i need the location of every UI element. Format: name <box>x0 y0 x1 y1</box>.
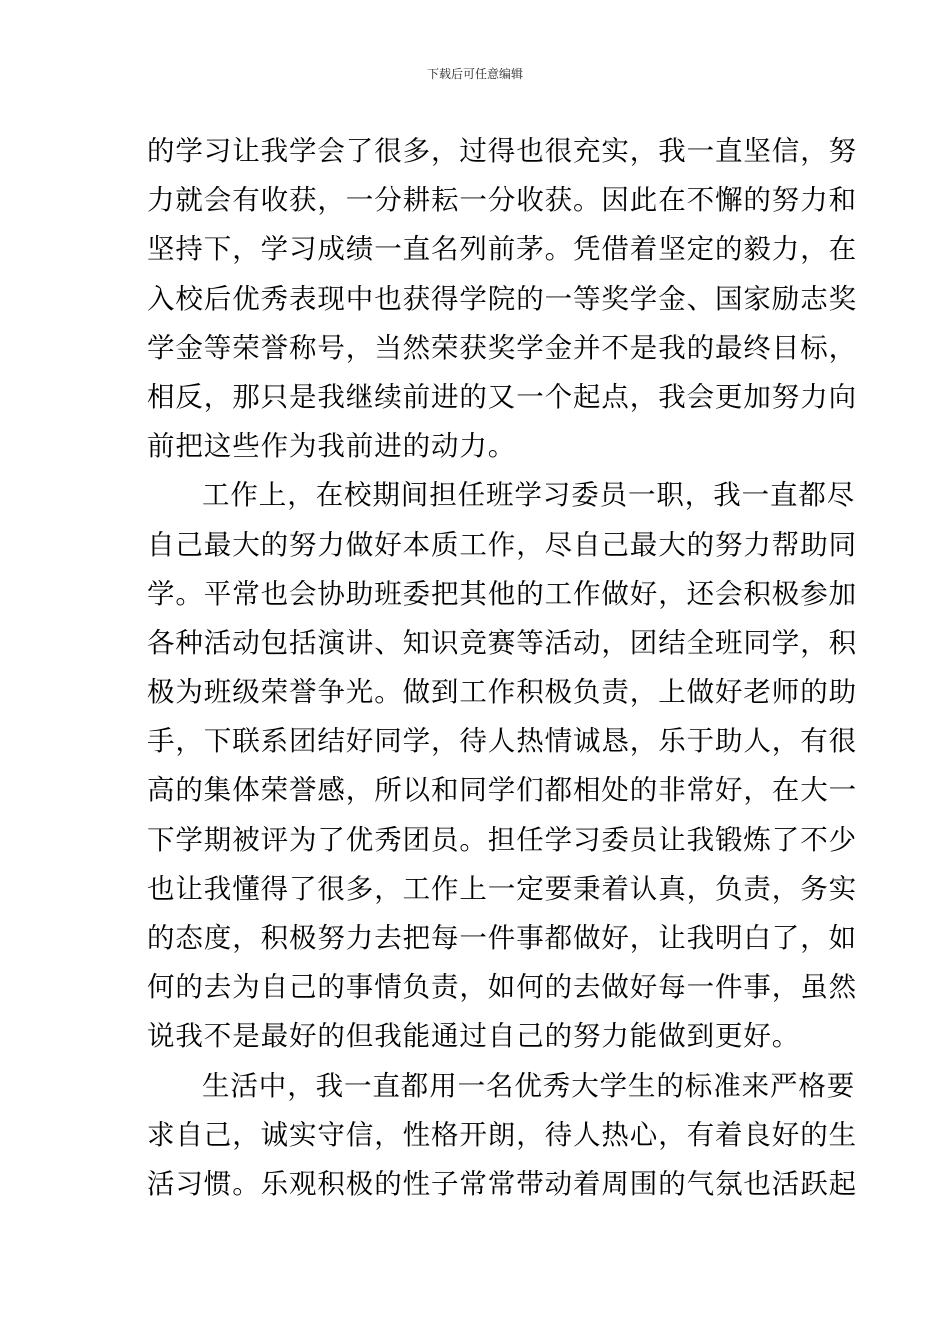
text-line: 入校后优秀表现中也获得学院的一等奖学金、国家励志奖 <box>147 282 857 315</box>
text-line: 手，下联系团结好同学，待人热情诚恳，乐于助人，有很 <box>147 725 857 758</box>
paragraph-study <box>147 127 857 471</box>
text-line: 的态度，积极努力去把每一件事都做好，让我明白了，如 <box>147 922 857 954</box>
text-line: 相反，那只是我继续前进的又一个起点，我会更加努力向 <box>147 380 857 413</box>
page-header-note: 下载后可任意编辑 <box>426 67 523 81</box>
text-line: 工作上，在校期间担任班学习委员一职，我一直都尽 <box>202 479 856 512</box>
text-line: 下学期被评为了优秀团员。担任学习委员让我锻炼了不少 <box>147 823 857 856</box>
document-body <box>147 127 857 1209</box>
text-line: 前把这些作为我前进的动力。 <box>147 430 517 463</box>
text-line: 学。平常也会协助班委把其他的工作做好，还会积极参加 <box>147 577 857 610</box>
text-line: 高的集体荣誉感，所以和同学们都相处的非常好，在大一 <box>147 774 857 807</box>
text-line: 求自己，诚实守信，性格开朗，待人热心，有着良好的生 <box>147 1118 857 1151</box>
paragraph-work <box>147 471 857 1061</box>
text-line: 自己最大的努力做好本质工作，尽自己最大的努力帮助同 <box>147 528 857 561</box>
text-line: 活习惯。乐观积极的性子常常带动着周围的气氛也活跃起 <box>147 1167 857 1200</box>
text-line: 也让我懂得了很多，工作上一定要秉着认真，负责，务实 <box>147 872 857 905</box>
text-line: 生活中，我一直都用一名优秀大学生的标准来严格要 <box>202 1069 856 1102</box>
paragraph-life <box>147 1062 857 1210</box>
text-line: 说我不是最好的但我能通过自己的努力能做到更好。 <box>147 1020 801 1053</box>
text-line: 各种活动包括演讲、知识竞赛等活动，团结全班同学，积 <box>147 626 857 659</box>
text-line: 学金等荣誉称号，当然荣获奖学金并不是我的最终目标， <box>147 331 857 364</box>
text-line: 力就会有收获，一分耕耘一分收获。因此在不懈的努力和 <box>147 184 857 217</box>
text-line: 的学习让我学会了很多，过得也很充实，我一直坚信，努 <box>147 135 857 167</box>
text-line: 坚持下，学习成绩一直名列前茅。凭借着坚定的毅力，在 <box>147 233 857 266</box>
text-line: 何的去为自己的事情负责，如何的去做好每一件事，虽然 <box>147 971 857 1004</box>
text-line: 极为班级荣誉争光。做到工作积极负责，上做好老师的助 <box>147 676 857 709</box>
